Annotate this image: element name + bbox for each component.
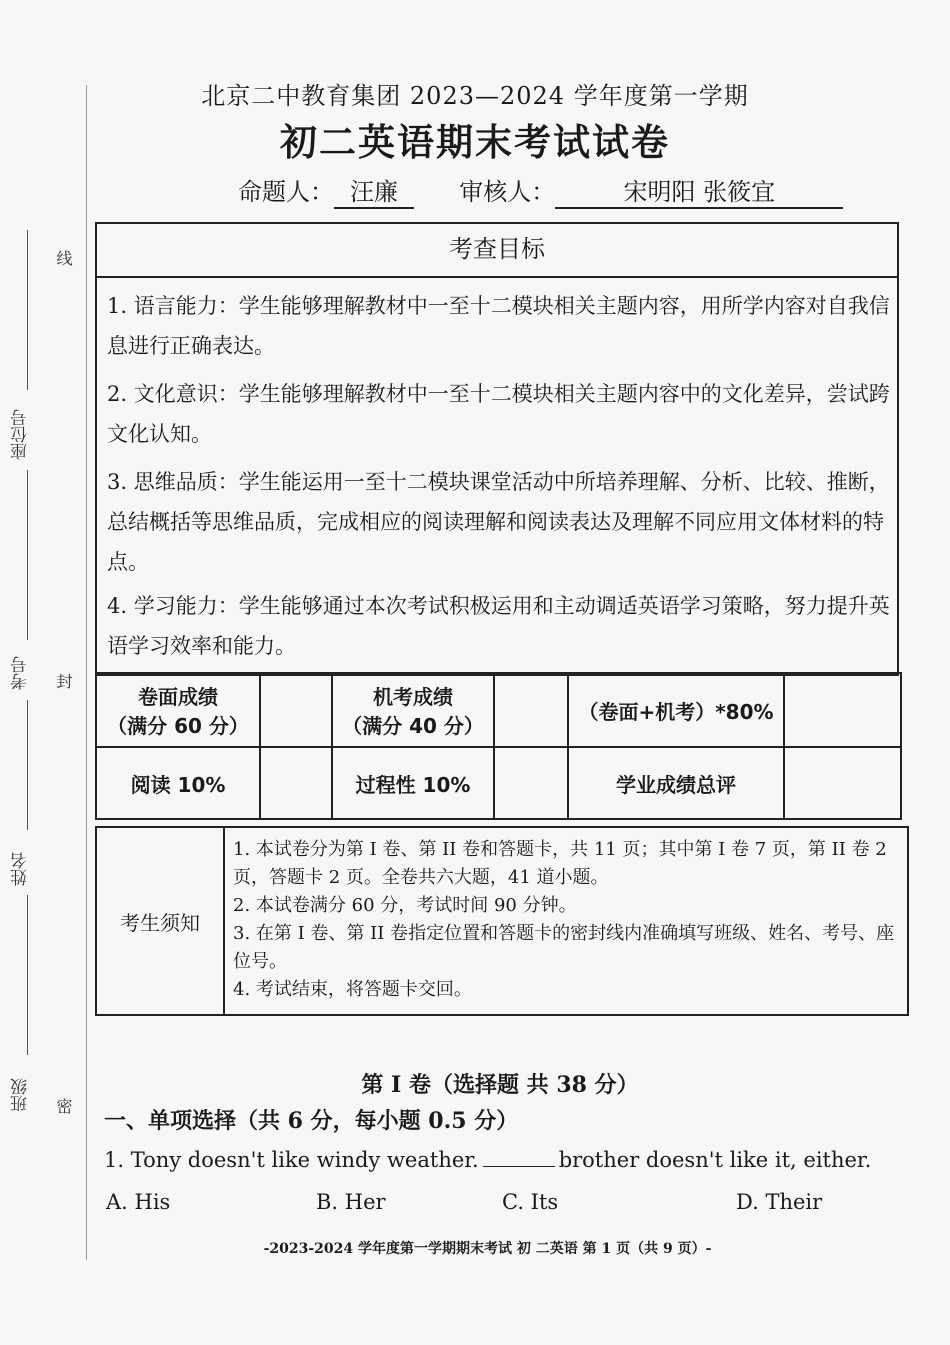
page-footer: -2023-2024 学年度第一学期期末考试 初 二英语 第 1 页（共 9 页）- (263, 1241, 712, 1257)
formula-label: （卷面+机考）*80% (568, 673, 784, 747)
computer-score-label: 机考成绩 (373, 685, 453, 709)
reviewer-label: 审核人： (459, 178, 556, 206)
seal-secret-char: 密 (54, 1098, 73, 1114)
total-label: 学业成绩总评 (568, 747, 784, 819)
objectives-box (95, 222, 899, 676)
author-name: 汪廉 (334, 172, 414, 209)
computer-score-cell (332, 673, 494, 747)
process-input[interactable] (494, 747, 568, 819)
reviewer-names: 宋明阳 张筱宜 (555, 172, 843, 209)
note-item: 2. 本试卷满分 60 分，考试时间 90 分钟。 (233, 895, 577, 916)
candidate-notes-box (95, 826, 909, 1016)
question-1 (104, 1148, 871, 1172)
seal-line-char: 线 (54, 250, 73, 266)
option-b[interactable]: B. Her (316, 1190, 386, 1214)
candidate-notes-list (233, 836, 903, 1004)
note-item: 4. 考试结束，将答题卡交回。 (233, 979, 472, 1000)
author-line (238, 172, 843, 209)
class-line (27, 895, 28, 1055)
answer-blank[interactable] (483, 1166, 555, 1167)
reading-input[interactable] (260, 747, 332, 819)
name-line (27, 700, 28, 830)
seat-label: 座位号 (11, 409, 31, 460)
objective-item: 2. 文化意识：学生能够理解教材中一至十二模块相关主题内容中的文化差异，尝试跨文化认知。 (107, 382, 890, 446)
exam-title: 初二英语期末考试试卷 (280, 120, 670, 164)
objective-item: 1. 语言能力：学生能够理解教材中一至十二模块相关主题内容，用所学内容对自我信息进行正确表达。 (107, 294, 890, 358)
objective-item: 4. 学习能力：学生能够通过本次考试积极运用和主动调适英语学习策略，努力提升英语学习效率和能力。 (107, 594, 890, 658)
paper-score-cell (96, 673, 260, 747)
computer-score-full: （满分 40 分） (342, 714, 484, 738)
seat-line (27, 230, 28, 390)
class-label: 班级 (11, 1078, 31, 1112)
total-input[interactable] (784, 747, 901, 819)
candidate-notes-label: 考生须知 (97, 828, 225, 1014)
seal-seal-char: 封 (54, 673, 73, 689)
process-label: 过程性 10% (332, 747, 494, 819)
computer-score-input[interactable] (494, 673, 568, 747)
paper-score-input[interactable] (260, 673, 332, 747)
grade-table (95, 672, 902, 820)
note-item: 3. 在第 I 卷、第 II 卷指定位置和答题卡的密封线内准确填写班级、姓名、考号、座位号。 (233, 923, 895, 972)
paper-score-label: 卷面成绩 (138, 685, 218, 709)
objectives-heading: 考查目标 (97, 224, 897, 278)
school-heading: 北京二中教育集团 2023—2024 学年度第一学期 (201, 82, 749, 110)
reading-label: 阅读 10% (96, 747, 260, 819)
formula-input[interactable] (784, 673, 901, 747)
paper-score-full: （满分 60 分） (107, 714, 249, 738)
objective-item: 3. 思维品质：学生能运用一至十二模块课堂活动中所培养理解、分析、比较、推断，总结概括等思维品质，完成相应的阅读理解和阅读表达及理解不同应用文体材料的特点。 (107, 470, 890, 574)
section-one-title: 一、单项选择（共 6 分，每小题 0.5 分） (104, 1108, 519, 1134)
option-d[interactable]: D. Their (736, 1190, 823, 1214)
question-1-text-after: brother doesn't like it, either. (558, 1148, 872, 1172)
question-1-text-before: 1. Tony doesn't like windy weather. (104, 1148, 479, 1172)
exam-number-label: 考号 (11, 656, 31, 690)
option-a[interactable]: A. His (106, 1190, 171, 1214)
exam-number-line (27, 470, 28, 640)
note-item: 1. 本试卷分为第 I 卷、第 II 卷和答题卡，共 11 页；其中第 I 卷 7 页，第 II 卷 2 页，答题卡 2 页。全卷共六大题，41 道小题。 (233, 839, 887, 888)
author-label: 命题人： (238, 178, 334, 206)
name-label: 姓名 (11, 852, 31, 886)
option-c[interactable]: C. Its (502, 1190, 559, 1214)
part-one-title: 第 I 卷（选择题 共 38 分） (361, 1072, 639, 1098)
